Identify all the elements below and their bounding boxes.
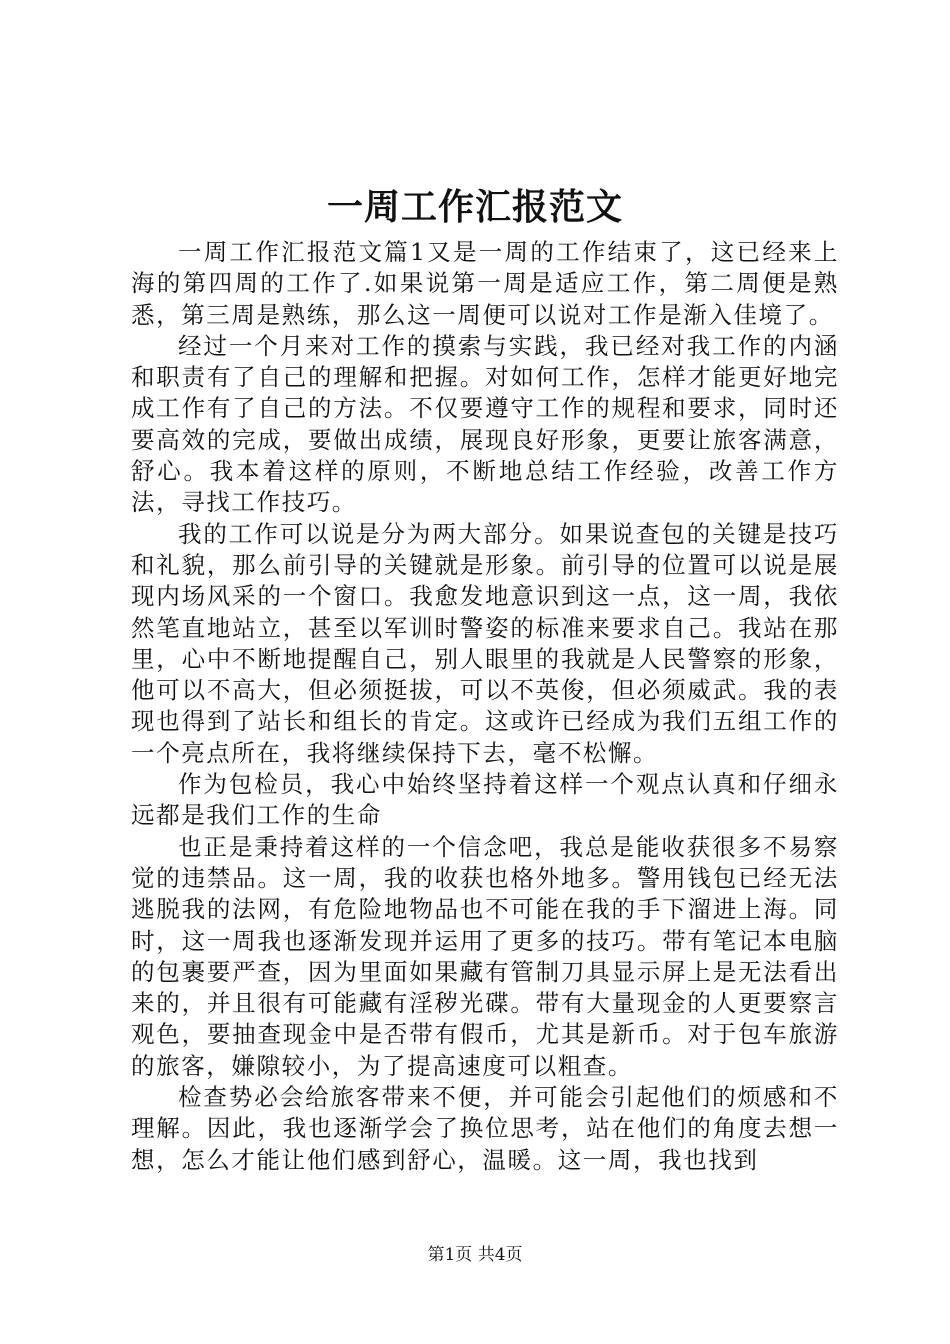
paragraph: 作为包检员，我心中始终坚持着这样一个观点认真和仔细永远都是我们工作的生命 [131,770,839,830]
paragraph: 也正是秉持着这样的一个信念吧，我总是能收获很多不易察觉的违禁品。这一周，我的收获也格外地多。警用钱包已经无法逃脱我的法网，有危险地物品也不可能在我的手下溜进上海。同时，这一周我也逐渐发现并运用了更多的技巧。带有笔记本电脑的包裹要严查，因为里面如果藏有管制刀具显示屏上是无法看出来的，并且很有可能藏有淫秽光碟。带有大量现金的人更要察言观色，要抽查现金中是否带有假币，尤其是新币。对于包车旅游的旅客，嫌隙较小，为了提高速度可以粗查。 [131,832,839,1080]
page-footer: 第1页 共4页 [427,1245,523,1265]
paragraph: 检查势必会给旅客带来不便，并可能会引起他们的烦感和不理解。因此，我也逐渐学会了换位思考，站在他们的角度去想一想，怎么才能让他们感到舒心，温暖。这一周，我也找到 [131,1083,839,1174]
paragraph: 一周工作汇报范文篇1又是一周的工作结束了，这已经来上海的第四周的工作了.如果说第一周是适应工作，第二周便是熟悉，第三周是熟练，那么这一周便可以说对工作是渐入佳境了。 [131,238,839,329]
paragraph: 我的工作可以说是分为两大部分。如果说查包的关键是技巧和礼貌，那么前引导的关键就是形象。前引导的位置可以说是展现内场风采的一个窗口。我愈发地意识到这一点，这一周，我依然笔直地站立，甚至以军训时警姿的标准来要求自己。我站在那里，心中不断地提醒自己，别人眼里的我就是人民警察的形象，他可以不高大，但必须挺拔，可以不英俊，但必须威武。我的表现也得到了站长和组长的肯定。这或许已经成为我们五组工作的一个亮点所在，我将继续保持下去，毫不松懈。 [131,519,839,767]
paragraph: 经过一个月来对工作的摸索与实践，我已经对我工作的内涵和职责有了自己的理解和把握。对如何工作，怎样才能更好地完成工作有了自己的方法。不仅要遵守工作的规程和要求，同时还要高效的完成，要做出成绩，展现良好形象，更要让旅客满意，舒心。我本着这样的原则，不断地总结工作经验，改善工作方法，寻找工作技巧。 [131,331,839,517]
document-title: 一周工作汇报范文 [326,186,623,228]
document-body [131,237,839,1176]
